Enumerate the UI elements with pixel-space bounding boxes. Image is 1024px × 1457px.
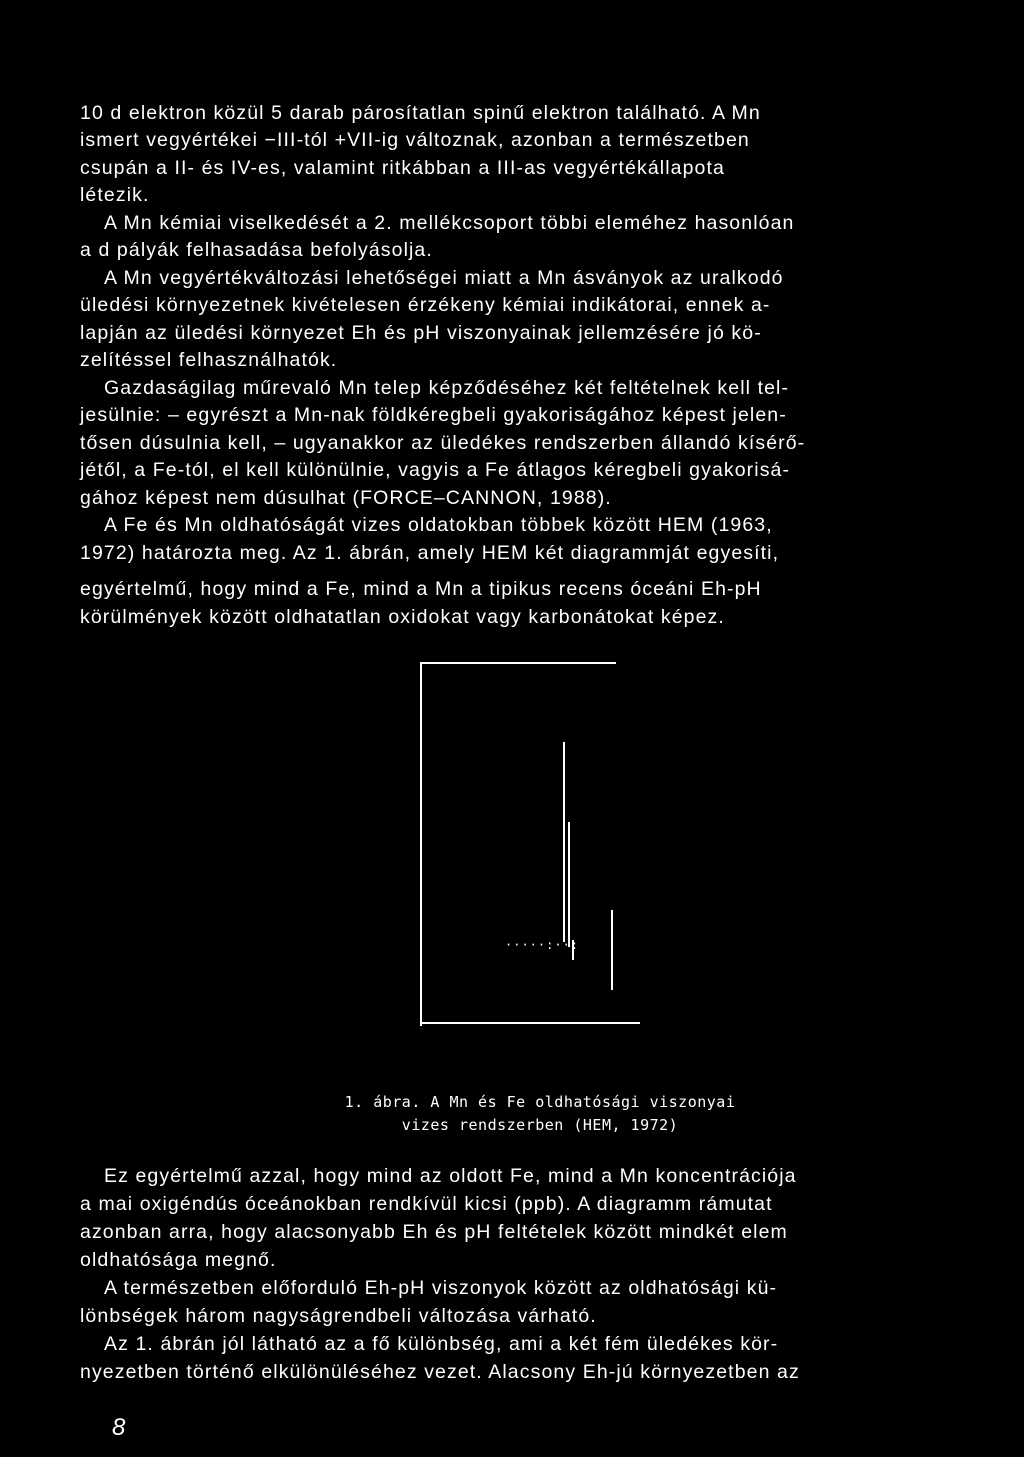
text-line: oldhatósága megnő. bbox=[80, 1249, 277, 1271]
text-line: jétől, a Fe-tól, el kell különülnie, vagyis a Fe átlagos kéregbeli gyakorisá- bbox=[80, 459, 791, 481]
figure-caption: 1. ábra. A Mn és Fe oldhatósági viszonyai bbox=[344, 1093, 736, 1111]
text-line: a d pályák felhasadása befolyásolja. bbox=[80, 239, 433, 261]
text-line: csupán a II- és IV-es, valamint ritkábban a III-as vegyértékállapota bbox=[80, 157, 725, 179]
text-line: létezik. bbox=[80, 184, 150, 206]
text-line: körülmények között oldhatatlan oxidokat vagy karbonátokat képez. bbox=[80, 606, 725, 628]
text-line: A Mn vegyértékváltozási lehetőségei miatt a Mn ásványok az uralkodó bbox=[104, 267, 784, 289]
text-line: Az 1. ábrán jól látható az a fő különbség, ami a két fém üledékes kör- bbox=[104, 1333, 779, 1355]
text-line: 10 d elektron közül 5 darab párosítatlan spinű elektron található. A Mn bbox=[80, 102, 761, 124]
text-line: egyértelmű, hogy mind a Fe, mind a Mn a tipikus recens óceáni Eh-pH bbox=[80, 578, 762, 600]
text-line: A Fe és Mn oldhatóságát vizes oldatokban többek között HEM (1963, bbox=[104, 514, 773, 536]
text-line: ismert vegyértékei −III-tól +VII-ig változnak, azonban a természetben bbox=[80, 129, 750, 151]
text-line: Ez egyértelmű azzal, hogy mind az oldott Fe, mind a Mn koncentrációja bbox=[104, 1165, 797, 1187]
text-line: lapján az üledési környezet Eh és pH viszonyainak jellemzésére jó kö- bbox=[80, 322, 762, 344]
text-line: zelítéssel felhasználhatók. bbox=[80, 349, 338, 371]
text-line: azonban arra, hogy alacsonyabb Eh és pH feltételek között mindkét elem bbox=[80, 1221, 788, 1243]
text-line: A természetben előforduló Eh-pH viszonyok között az oldhatósági kü- bbox=[104, 1277, 778, 1299]
figure-line bbox=[611, 910, 613, 990]
page-number: 8 bbox=[112, 1414, 126, 1441]
text-line: nyezetben történő elkülönüléséhez vezet. Alacsony Eh-jú környezetben az bbox=[80, 1361, 800, 1383]
figure-dotted-line: ·····:··: bbox=[505, 938, 580, 952]
figure-frame-bottom bbox=[420, 1022, 640, 1024]
text-line: tősen dúsulnia kell, – ugyanakkor az üledékes rendszerben állandó kísérő- bbox=[80, 432, 806, 454]
text-line: Gazdaságilag műrevaló Mn telep képződéséhez két feltételnek kell tel- bbox=[104, 377, 790, 399]
text-line: lönbségek három nagyságrendbeli változása várható. bbox=[80, 1305, 597, 1327]
text-line: a mai oxigéndús óceánokban rendkívül kicsi (ppb). A diagramm rámutat bbox=[80, 1193, 773, 1215]
text-line: üledési környezetnek kivételesen érzékeny kémiai indikátorai, ennek a- bbox=[80, 294, 771, 316]
text-line: jesülnie: – egyrészt a Mn-nak földkéregbeli gyakoriságához képest jelen- bbox=[80, 404, 787, 426]
text-line: gához képest nem dúsulhat (FORCE–CANNON, 1988). bbox=[80, 487, 612, 509]
figure-line bbox=[563, 742, 565, 942]
figure-frame bbox=[420, 662, 614, 1026]
text-line: A Mn kémiai viselkedését a 2. mellékcsoport többi eleméhez hasonlóan bbox=[104, 212, 795, 234]
figure-caption: vizes rendszerben (HEM, 1972) bbox=[401, 1116, 679, 1134]
text-line: 1972) határozta meg. Az 1. ábrán, amely HEM két diagrammját egyesíti, bbox=[80, 542, 780, 564]
figure-line bbox=[568, 822, 570, 947]
